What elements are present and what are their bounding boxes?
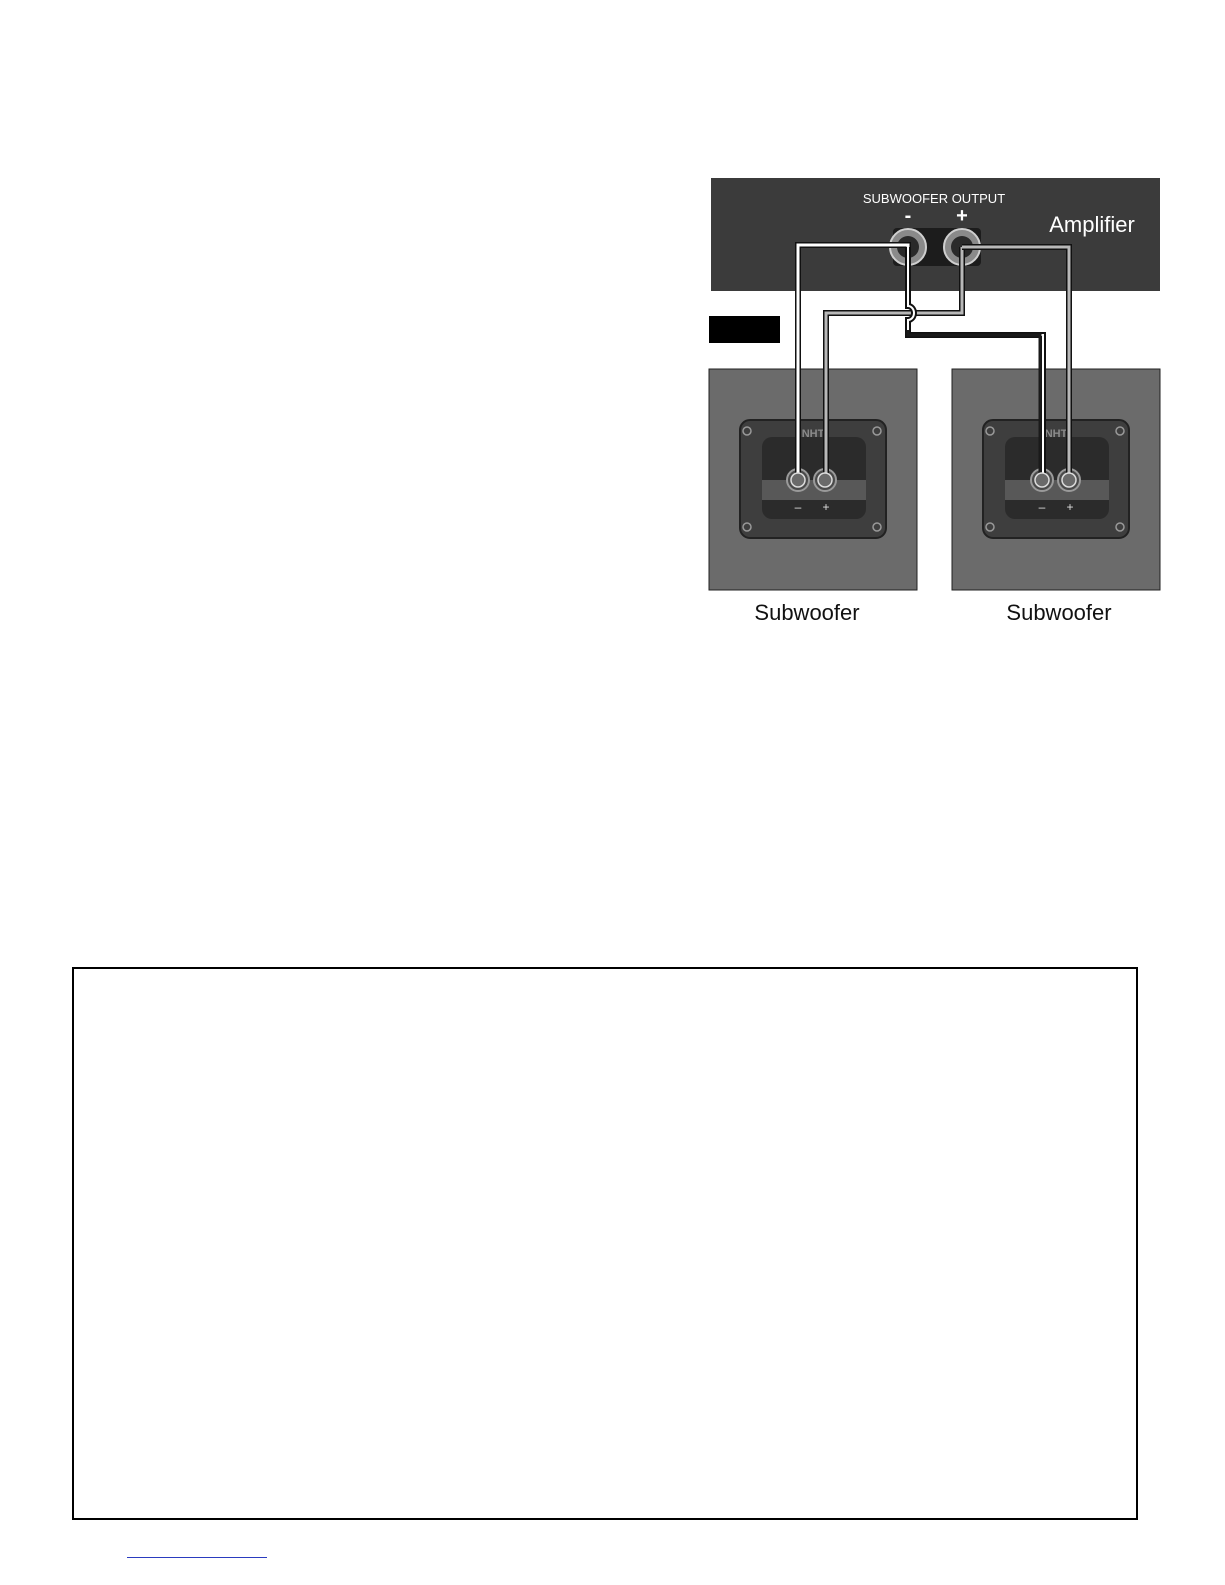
subwoofer-right-minus: –	[1038, 500, 1046, 514]
left-plus-post	[818, 473, 832, 487]
black-tag	[709, 316, 780, 343]
subwoofer-left-brand: NHT	[801, 428, 825, 440]
subwoofer-left-minus: –	[794, 500, 802, 514]
subwoofer-left-label: Subwoofer	[754, 600, 860, 625]
amp-minus-label: -	[904, 205, 912, 227]
subwoofer-right-plus: +	[1066, 500, 1074, 514]
info-box	[72, 967, 1138, 1520]
right-minus-post	[1035, 473, 1049, 487]
bottom-link-underline[interactable]	[127, 1557, 267, 1558]
subwoofer-output-label: SUBWOOFER OUTPUT	[862, 191, 1006, 206]
subwoofer-left-plus: +	[822, 500, 830, 514]
subwoofer-right-brand: NHT	[1044, 428, 1068, 440]
subwoofer-right-label: Subwoofer	[1006, 600, 1112, 625]
amplifier-title: Amplifier	[1049, 212, 1135, 237]
right-plus-post	[1062, 473, 1076, 487]
left-minus-post	[791, 473, 805, 487]
amp-plus-label: +	[956, 205, 968, 227]
